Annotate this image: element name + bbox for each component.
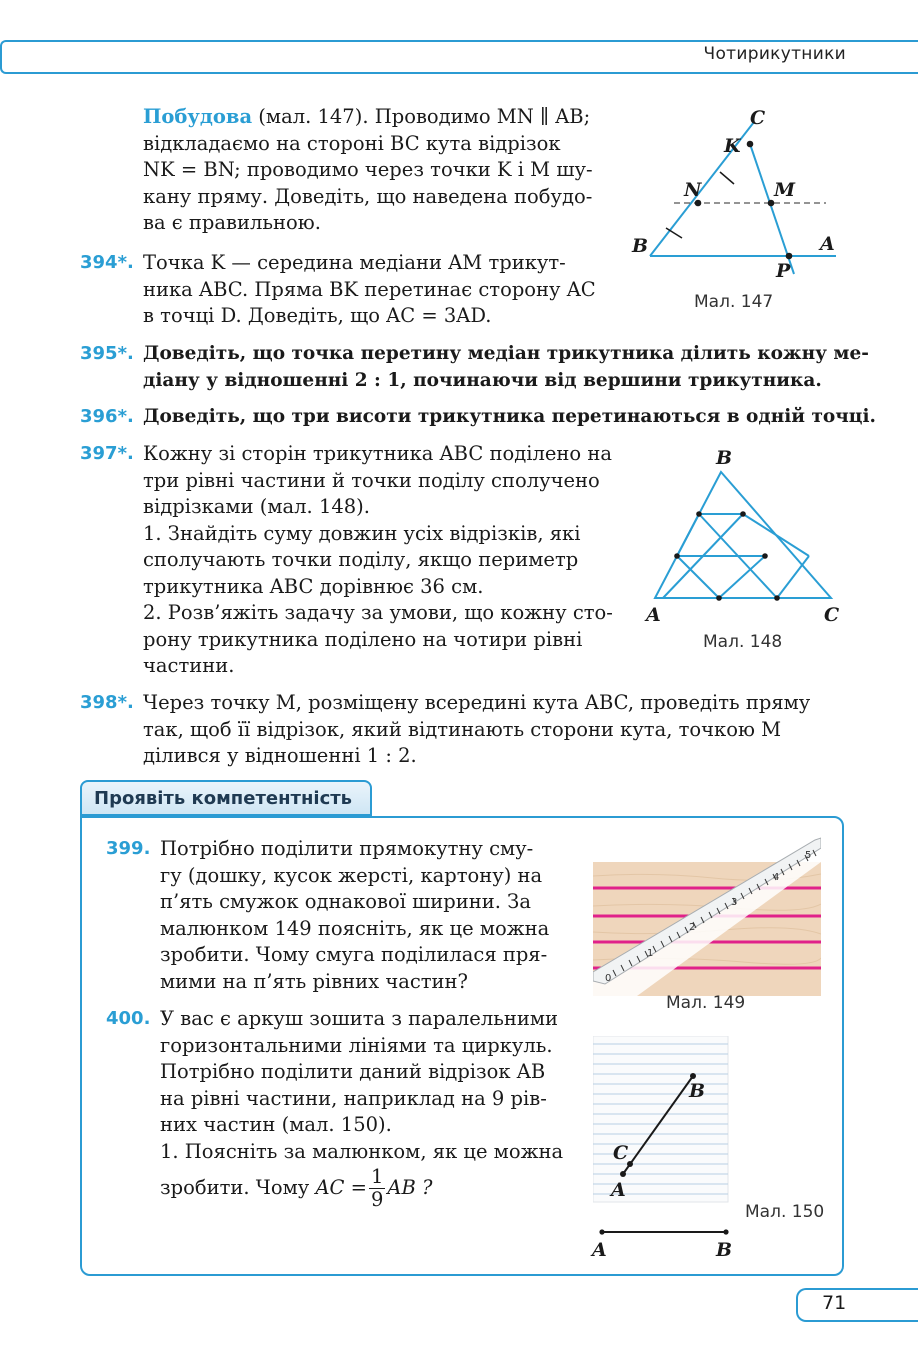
label-k: K [724,135,741,157]
problem-398: Через точку M, розміщену всередині кута ABC, проведіть пряму так, щоб її відрізок, який відтинають сторони кута, точкою M ділився у відношенні 1 : 2. [143,691,811,767]
construction-paragraph: Побудова (мал. 147). Проводимо MN ∥ AB; відкладаємо на стороні BC кута відрізок NK = BN; проводимо через точки K і M шу- кану пряму. Доведіть, що наведена побудо- ва є правильною. [143,105,593,234]
ruler-mark: 4 [773,872,780,883]
label-b: B [716,447,733,469]
ruler-mark: 1 [647,948,654,959]
caption-150: Мал. 150 [745,1202,825,1222]
label-b: B [716,1239,733,1261]
label-a: A [592,1239,607,1261]
label-c: C [824,604,840,626]
chapter-title: Чотирикутники [703,44,846,64]
figure-148 [640,446,855,631]
construction-keyword: Побудова [143,105,253,128]
label-m: M [774,179,796,201]
problem-number: 399. [106,838,151,859]
problem-399: Потрібно поділити прямокутну сму- гу (дошку, кусок жерсті, картону) на п’ять смужок однакової ширини. За малюнком 149 поясніть, як це можна зробити. Чому смуга поділилася пря- мими на п’ять рівних частин? [160,837,550,993]
problem-396: Доведіть, що три висоти трикутника перетинаються в одній точці. [143,406,876,427]
figure-150 [593,1036,733,1206]
figure-149 [593,836,821,996]
label-n: N [684,179,702,201]
page-number: 71 [822,1292,847,1314]
problem-number: 398*. [80,692,134,713]
problem-number: 395*. [80,343,134,364]
ruler-mark: 5 [805,850,812,861]
ruler-mark: 2 [689,922,696,933]
label-a: A [820,233,835,255]
ruler-mark: 3 [731,897,738,908]
label-a: A [646,604,661,626]
fraction: $\frac{1}{9}$ [370,1165,384,1211]
label-b: B [689,1080,706,1102]
figure-147 [626,104,846,289]
problem-400-formula-line: зробити. Чому AC = $\frac{1}{9}$ AB ? [160,1165,433,1211]
label-c: C [750,107,766,129]
segment-ab [588,1224,738,1264]
problem-400: У вас є аркуш зошита з паралельними горизонтальними лініями та циркуль. Потрібно поділити даний відрізок AB на рівні частини, наприклад на 9 рів- них частин (мал. 150). 1. Поясніть за малюнком, як це можна [160,1007,564,1163]
label-a: A [611,1179,626,1201]
formula-rhs: AB ? [387,1176,433,1199]
label-b: B [632,235,649,257]
label-c: C [613,1142,629,1164]
caption-148: Мал. 148 [703,632,783,652]
page-number-box [796,1288,918,1322]
problem-397: Кожну зі сторін трикутника ABC поділено на три рівні частини й точки поділу сполучено відрізками (мал. 148). 1. Знайдіть суму довжин усіх відрізків, які сполучають точки поділу, якщо периметр трикутника ABC дорівнює 36 см. 2. Розв’яжіть задачу за умови, що кожну сто- рону трикутника поділено на чотири рівні частини. [143,442,613,677]
competence-title: Проявіть компетентність [80,780,372,816]
label-p: P [776,260,791,282]
problem-number: 396*. [80,406,134,427]
problem-395: Доведіть, що точка перетину медіан трикутника ділить кожну ме- діану у відношенні 2 : 1, починаючи від вершини трикутника. [143,343,869,391]
problem-number: 400. [106,1008,151,1029]
formula-lhs: AC = [315,1176,367,1199]
caption-147: Мал. 147 [694,292,774,312]
problem-number: 394*. [80,252,134,273]
problem-394: Точка K — середина медіани AM трикут- ника ABC. Пряма BK перетинає сторону AC в точці D. Доведіть, що AC = 3AD. [143,251,596,327]
problem-number: 397*. [80,443,134,464]
caption-149: Мал. 149 [666,993,746,1013]
ruler-mark: 0 [605,973,612,984]
